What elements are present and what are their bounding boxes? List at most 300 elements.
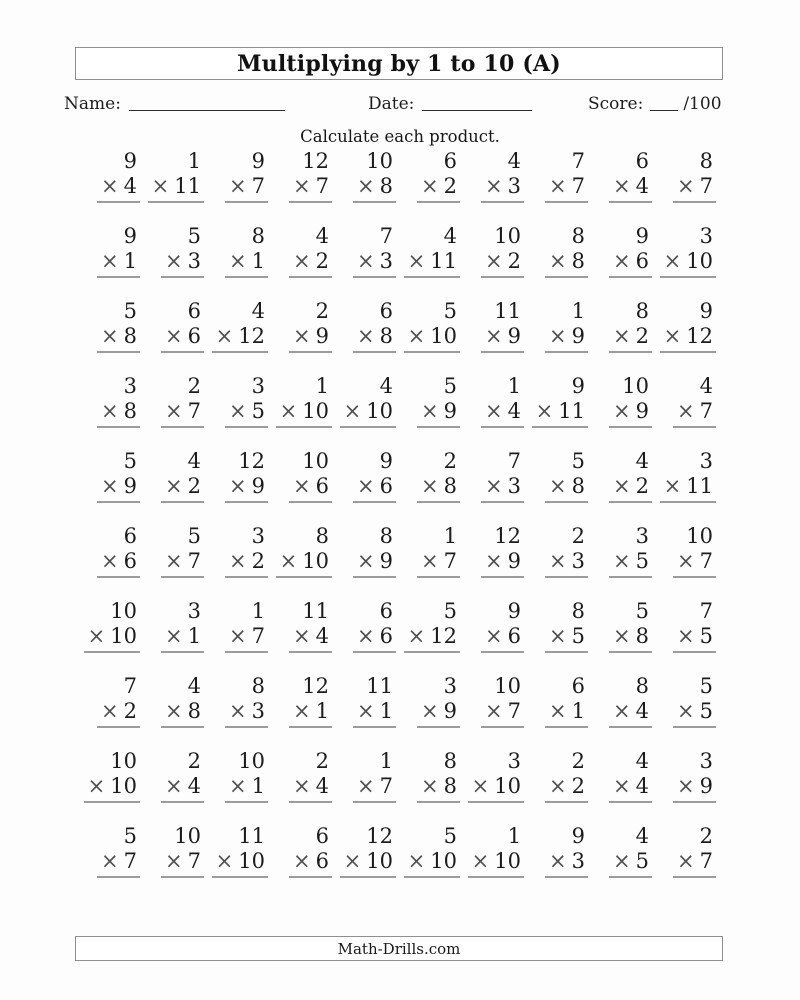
problem-cell <box>204 224 268 278</box>
problem-cell <box>140 674 204 728</box>
problem-cell <box>268 674 332 728</box>
multiplier-line <box>481 174 524 203</box>
multiplier-line <box>97 549 140 578</box>
problem <box>609 149 652 203</box>
multiplier: 6 <box>379 474 393 498</box>
problem-cell <box>204 449 268 503</box>
multiplicand: 5 <box>443 299 457 323</box>
score-blank-line <box>650 95 678 111</box>
multiplier: 6 <box>635 249 649 273</box>
multiplier-line <box>353 324 396 353</box>
multiplier: 4 <box>635 699 649 723</box>
multiply-icon: × <box>229 399 247 423</box>
multiply-icon: × <box>293 849 311 873</box>
multiplier: 12 <box>430 624 457 648</box>
problem <box>673 149 716 203</box>
multiplicand: 8 <box>635 674 649 698</box>
problem-cell <box>588 749 652 803</box>
multiplier: 9 <box>251 474 265 498</box>
multiply-icon: × <box>357 699 375 723</box>
multiplier: 10 <box>302 399 329 423</box>
problem-cell <box>140 224 204 278</box>
multiplier: 7 <box>699 399 713 423</box>
multiplicand: 11 <box>238 824 265 848</box>
multiplier-line <box>97 849 140 878</box>
multiplier-line <box>481 624 524 653</box>
multiplicand: 7 <box>123 674 137 698</box>
problem-cell <box>652 674 716 728</box>
problem-cell <box>588 299 652 353</box>
problem-cell <box>652 149 716 203</box>
multiply-icon: × <box>549 699 567 723</box>
multiplier-line <box>276 399 332 428</box>
multiplicand: 6 <box>315 824 329 848</box>
problem <box>545 599 588 653</box>
multiplier: 2 <box>635 324 649 348</box>
problem-cell <box>524 449 588 503</box>
problem <box>609 824 652 878</box>
problem <box>225 449 268 503</box>
multiplier-line <box>289 699 332 728</box>
problem-cell <box>460 524 524 578</box>
multiply-icon: × <box>613 774 631 798</box>
multiplier: 4 <box>123 174 137 198</box>
problem-row <box>76 353 716 428</box>
problem <box>353 749 396 803</box>
multiplier: 8 <box>187 699 201 723</box>
multiply-icon: × <box>229 174 247 198</box>
multiplicand: 9 <box>379 449 393 473</box>
problem-cell <box>652 599 716 653</box>
problem <box>97 224 140 278</box>
problem <box>225 374 268 428</box>
problem <box>225 674 268 728</box>
multiply-icon: × <box>613 474 631 498</box>
problem-cell <box>588 449 652 503</box>
multiplier: 12 <box>686 324 713 348</box>
problem <box>353 674 396 728</box>
problem-cell <box>652 224 716 278</box>
problem-row <box>76 653 716 728</box>
problem-row <box>76 578 716 653</box>
multiplier: 4 <box>315 624 329 648</box>
multiplier-line <box>353 474 396 503</box>
problem <box>212 824 268 878</box>
multiply-icon: × <box>101 324 119 348</box>
multiplier: 11 <box>558 399 585 423</box>
multiplicand: 9 <box>251 149 265 173</box>
score-field <box>588 94 722 114</box>
multiplier: 3 <box>507 174 521 198</box>
multiply-icon: × <box>485 399 503 423</box>
problem-cell <box>332 149 396 203</box>
multiplicand: 10 <box>494 674 521 698</box>
multiplier-line <box>340 399 396 428</box>
problem <box>673 824 716 878</box>
multiply-icon: × <box>613 324 631 348</box>
multiplier: 1 <box>379 699 393 723</box>
multiplier: 7 <box>699 174 713 198</box>
problem-cell <box>524 299 588 353</box>
multiplier: 11 <box>430 249 457 273</box>
problem <box>481 374 524 428</box>
multiply-icon: × <box>421 474 439 498</box>
multiply-icon: × <box>229 474 247 498</box>
multiplicand: 11 <box>494 299 521 323</box>
multiplier: 8 <box>443 474 457 498</box>
problem <box>225 224 268 278</box>
multiply-icon: × <box>165 774 183 798</box>
multiplier-line <box>481 399 524 428</box>
multiplier: 7 <box>507 699 521 723</box>
problem-cell <box>140 749 204 803</box>
multiplicand: 10 <box>238 749 265 773</box>
multiplier-line <box>161 624 204 653</box>
problem-cell <box>460 224 524 278</box>
problem-cell <box>460 299 524 353</box>
multiply-icon: × <box>357 624 375 648</box>
problem <box>97 149 140 203</box>
multiplicand: 1 <box>507 374 521 398</box>
problem <box>481 449 524 503</box>
multiply-icon: × <box>613 249 631 273</box>
problem-cell <box>332 674 396 728</box>
problem-cell <box>652 374 716 428</box>
problem-cell <box>268 449 332 503</box>
multiplicand: 5 <box>571 449 585 473</box>
problem <box>276 374 332 428</box>
multiply-icon: × <box>421 549 439 573</box>
problem-cell <box>140 449 204 503</box>
multiplier: 7 <box>379 774 393 798</box>
problem <box>289 749 332 803</box>
problem <box>673 674 716 728</box>
multiplier-line <box>481 249 524 278</box>
multiply-icon: × <box>357 774 375 798</box>
multiplier-line <box>545 174 588 203</box>
problem <box>276 524 332 578</box>
multiplicand: 4 <box>507 149 521 173</box>
multiply-icon: × <box>677 174 695 198</box>
multiplier-line <box>353 174 396 203</box>
multiply-icon: × <box>293 174 311 198</box>
problem <box>673 374 716 428</box>
multiplicand: 8 <box>379 524 393 548</box>
problem <box>417 149 460 203</box>
multiplier-line <box>545 699 588 728</box>
multiplicand: 9 <box>571 824 585 848</box>
problem <box>353 149 396 203</box>
multiplicand: 3 <box>187 599 201 623</box>
multiplicand: 1 <box>379 749 393 773</box>
multiplier: 7 <box>699 849 713 873</box>
date-field <box>368 94 532 114</box>
problem <box>289 674 332 728</box>
footer-text: Math-Drills.com <box>337 939 461 958</box>
problem-cell <box>204 524 268 578</box>
problem <box>225 599 268 653</box>
problem <box>161 299 204 353</box>
problem <box>660 224 716 278</box>
problem <box>545 749 588 803</box>
multiplier-line <box>673 174 716 203</box>
multiplier-line <box>97 324 140 353</box>
problem-cell <box>396 299 460 353</box>
problem-cell <box>588 674 652 728</box>
problem <box>161 224 204 278</box>
multiply-icon: × <box>535 399 554 423</box>
multiply-icon: × <box>293 324 311 348</box>
problem-cell <box>140 374 204 428</box>
multiplicand: 4 <box>635 824 649 848</box>
problem <box>404 224 460 278</box>
multiplier-line <box>545 324 588 353</box>
multiplicand: 4 <box>635 749 649 773</box>
problem-cell <box>460 374 524 428</box>
problem-cell <box>652 524 716 578</box>
multiplicand: 10 <box>686 524 713 548</box>
multiply-icon: × <box>549 174 567 198</box>
problem <box>673 749 716 803</box>
multiplier: 10 <box>430 849 457 873</box>
multiplier: 10 <box>366 849 393 873</box>
multiply-icon: × <box>293 699 311 723</box>
multiply-icon: × <box>87 774 106 798</box>
multiply-icon: × <box>165 474 183 498</box>
multiply-icon: × <box>357 249 375 273</box>
footer-box <box>75 936 723 961</box>
multiplier: 7 <box>187 849 201 873</box>
problem-cell <box>396 824 460 878</box>
multiplier-line <box>468 774 524 803</box>
multiplier: 8 <box>379 324 393 348</box>
multiplier: 11 <box>686 474 713 498</box>
multiplier-line <box>161 774 204 803</box>
multiplier-line <box>404 249 460 278</box>
multiplier-line <box>97 474 140 503</box>
multiplier: 9 <box>315 324 329 348</box>
multiplier: 2 <box>315 249 329 273</box>
problem <box>97 449 140 503</box>
multiply-icon: × <box>549 624 567 648</box>
multiplier-line <box>353 249 396 278</box>
problem <box>545 299 588 353</box>
multiply-icon: × <box>215 849 234 873</box>
multiplicand: 10 <box>366 149 393 173</box>
problem-cell <box>140 149 204 203</box>
multiplier: 9 <box>443 699 457 723</box>
problem-cell <box>204 149 268 203</box>
problem <box>353 524 396 578</box>
multiplier-line <box>545 774 588 803</box>
multiplicand: 3 <box>251 524 265 548</box>
problem-cell <box>268 599 332 653</box>
problem-cell <box>524 224 588 278</box>
problem-cell <box>268 524 332 578</box>
multiplier-line <box>276 549 332 578</box>
multiplier: 5 <box>571 624 585 648</box>
problem <box>404 824 460 878</box>
problem <box>609 299 652 353</box>
multiplier-line <box>609 774 652 803</box>
multiplier-line <box>609 624 652 653</box>
problem <box>609 674 652 728</box>
problem-cell <box>652 449 716 503</box>
problem <box>97 374 140 428</box>
problem-cell <box>332 449 396 503</box>
multiplicand: 5 <box>443 374 457 398</box>
multiplicand: 4 <box>187 449 201 473</box>
multiply-icon: × <box>549 549 567 573</box>
multiplier: 3 <box>571 549 585 573</box>
multiplier-line <box>161 324 204 353</box>
problem <box>417 524 460 578</box>
multiplier: 2 <box>443 174 457 198</box>
name-blank-line <box>129 95 285 111</box>
multiplier: 4 <box>315 774 329 798</box>
multiplier-line <box>417 474 460 503</box>
multiplier: 9 <box>379 549 393 573</box>
problem <box>481 149 524 203</box>
multiplier-line <box>660 249 716 278</box>
multiplier: 1 <box>187 624 201 648</box>
date-blank-line <box>422 95 532 111</box>
multiplier: 10 <box>110 624 137 648</box>
multiplier: 7 <box>571 174 585 198</box>
multiplier: 2 <box>635 474 649 498</box>
problem <box>468 824 524 878</box>
multiplier: 8 <box>635 624 649 648</box>
problem-cell <box>588 224 652 278</box>
multiplier: 3 <box>187 249 201 273</box>
problem-cell <box>396 524 460 578</box>
multiply-icon: × <box>101 699 119 723</box>
problem-row <box>76 278 716 353</box>
multiplicand: 8 <box>635 299 649 323</box>
multiplier-line <box>161 549 204 578</box>
multiply-icon: × <box>485 174 503 198</box>
problems-grid <box>76 128 716 878</box>
problem-cell <box>588 524 652 578</box>
multiplicand: 3 <box>699 749 713 773</box>
multiply-icon: × <box>549 474 567 498</box>
problem-cell <box>460 449 524 503</box>
problem <box>340 824 396 878</box>
problem-row <box>76 203 716 278</box>
multiply-icon: × <box>613 849 631 873</box>
problem-cell <box>396 749 460 803</box>
problem-cell <box>396 674 460 728</box>
problem-cell <box>588 824 652 878</box>
problem-cell <box>204 674 268 728</box>
multiplicand: 5 <box>187 224 201 248</box>
problem <box>404 299 460 353</box>
multiplier: 10 <box>494 849 521 873</box>
multiply-icon: × <box>343 849 362 873</box>
problem-cell <box>460 599 524 653</box>
problem-cell <box>524 749 588 803</box>
problem <box>609 449 652 503</box>
multiplier-line <box>673 549 716 578</box>
score-label: Score: <box>588 94 644 114</box>
multiplier: 5 <box>635 849 649 873</box>
multiplier-line <box>225 624 268 653</box>
multiplier-line <box>609 324 652 353</box>
multiply-icon: × <box>101 549 119 573</box>
multiplier: 1 <box>251 774 265 798</box>
problem-cell <box>396 599 460 653</box>
multiplicand: 5 <box>123 299 137 323</box>
multiplier-line <box>225 174 268 203</box>
problem <box>481 524 524 578</box>
multiply-icon: × <box>229 774 247 798</box>
multiplier-line <box>417 699 460 728</box>
multiplicand: 2 <box>315 299 329 323</box>
problem <box>660 299 716 353</box>
multiply-icon: × <box>165 549 183 573</box>
multiplier-line <box>161 699 204 728</box>
problem-row <box>76 728 716 803</box>
multiplicand: 9 <box>123 224 137 248</box>
multiply-icon: × <box>485 249 503 273</box>
multiplicand: 8 <box>251 224 265 248</box>
multiplier-line <box>417 399 460 428</box>
problem <box>609 224 652 278</box>
multiplicand: 6 <box>379 299 393 323</box>
multiply-icon: × <box>343 399 362 423</box>
problem-cell <box>460 824 524 878</box>
multiplicand: 6 <box>635 149 649 173</box>
multiplier: 10 <box>110 774 137 798</box>
multiplier: 10 <box>302 549 329 573</box>
problem-cell <box>140 599 204 653</box>
multiplier: 4 <box>507 399 521 423</box>
multiplier: 10 <box>686 249 713 273</box>
multiplier: 12 <box>238 324 265 348</box>
problem-cell <box>396 374 460 428</box>
multiplier-line <box>225 249 268 278</box>
problem-cell <box>204 299 268 353</box>
problem-cell <box>76 224 140 278</box>
multiplicand: 8 <box>315 524 329 548</box>
multiplier: 7 <box>315 174 329 198</box>
problem <box>609 524 652 578</box>
problem-cell <box>524 599 588 653</box>
multiply-icon: × <box>357 549 375 573</box>
multiplier-line <box>673 624 716 653</box>
multiplicand: 12 <box>302 674 329 698</box>
multiply-icon: × <box>279 549 298 573</box>
problem-cell <box>140 524 204 578</box>
problem <box>289 149 332 203</box>
multiplier-line <box>161 474 204 503</box>
multiply-icon: × <box>151 174 170 198</box>
multiplier-line <box>161 249 204 278</box>
problem <box>84 599 140 653</box>
multiplier: 5 <box>699 699 713 723</box>
multiply-icon: × <box>357 174 375 198</box>
multiply-icon: × <box>485 474 503 498</box>
multiplicand: 6 <box>443 149 457 173</box>
multiplier-line <box>148 174 204 203</box>
multiplicand: 10 <box>622 374 649 398</box>
multiply-icon: × <box>549 849 567 873</box>
multiplier-line <box>673 849 716 878</box>
multiplier: 6 <box>315 849 329 873</box>
multiplier: 10 <box>494 774 521 798</box>
multiplier: 9 <box>571 324 585 348</box>
multiplier: 5 <box>251 399 265 423</box>
